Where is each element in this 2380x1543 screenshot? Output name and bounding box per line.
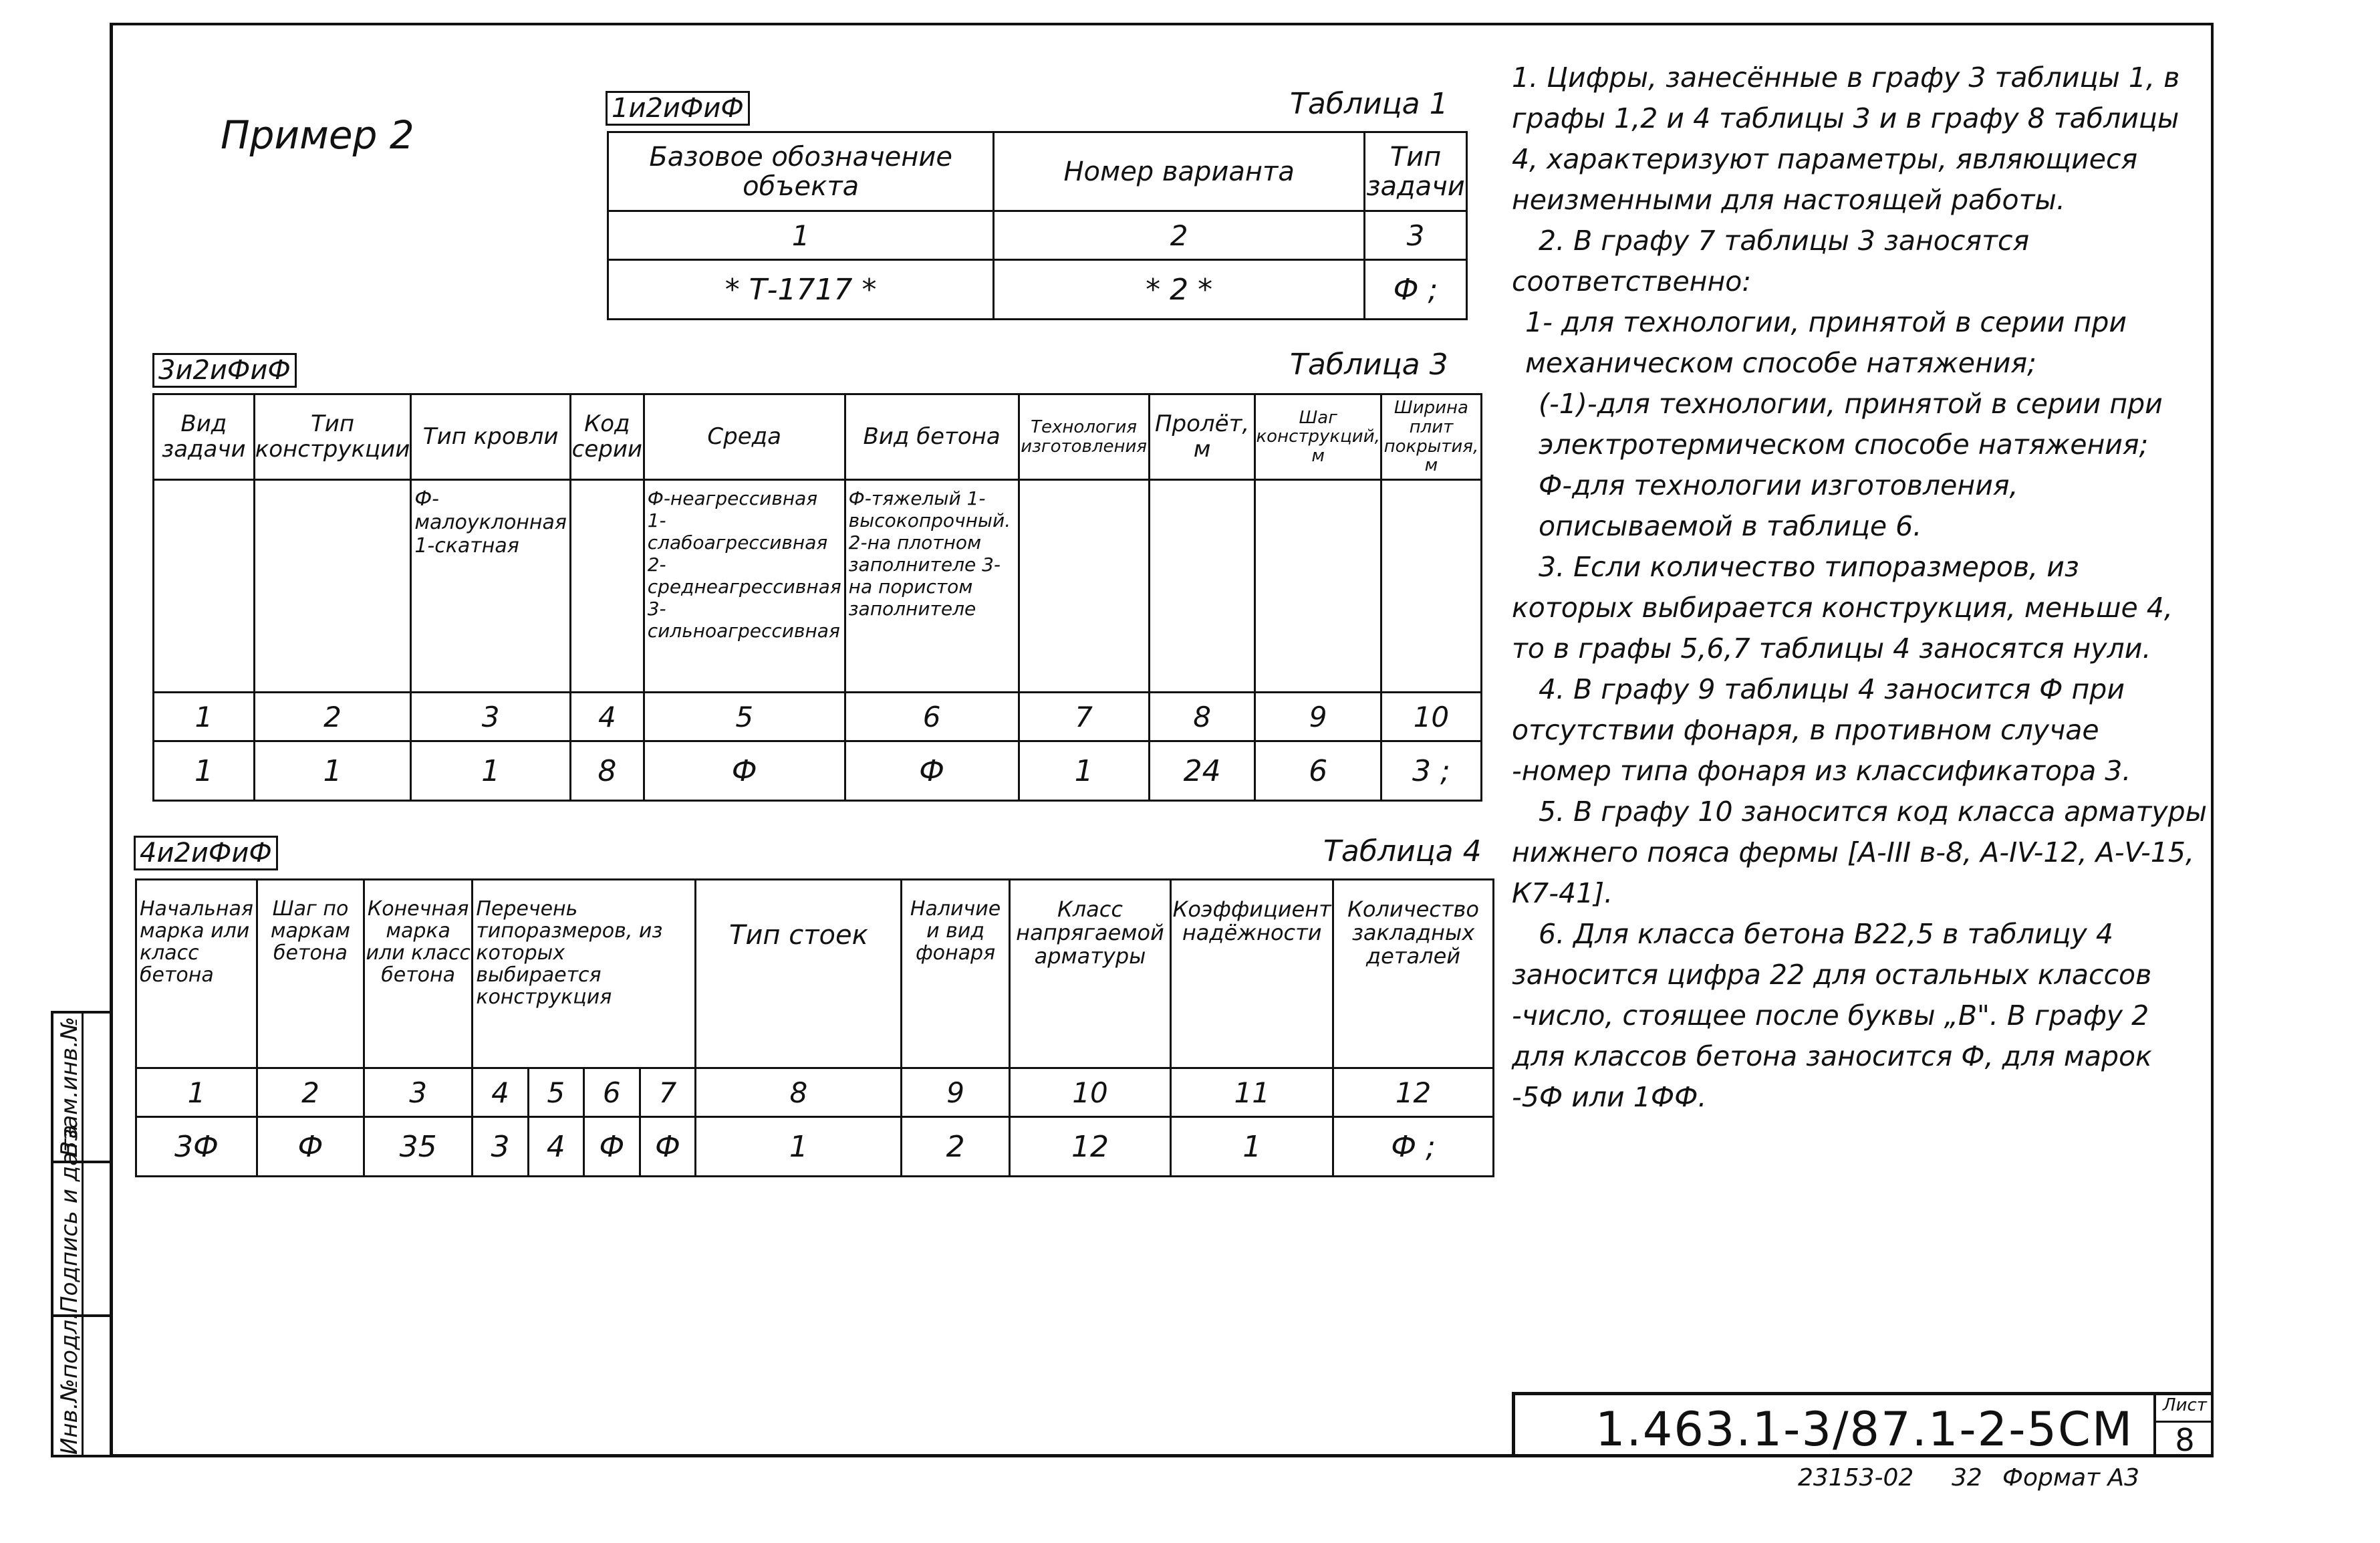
table1-header: Тип задачи [1365, 132, 1467, 211]
table4-header: Начальная марка или класс бетона [136, 880, 257, 1068]
table3-value: 1 [254, 741, 411, 801]
table3-value: Ф [644, 741, 845, 801]
table4-value: Ф ; [1333, 1117, 1494, 1177]
page-title: Пример 2 [221, 112, 414, 158]
table3-header: Технология изготовления [1019, 394, 1149, 480]
table3-num: 6 [845, 693, 1019, 741]
table4-label: Таблица 4 [1323, 834, 1482, 868]
table4-value: 35 [364, 1117, 472, 1177]
table1-label: Таблица 1 [1290, 87, 1448, 121]
table3-desc: Ф-неагрессивная 1-слабоагрессивная 2-среднеагрессивная 3-сильноагрессивная [644, 480, 845, 693]
table3-value: 8 [570, 741, 644, 801]
note-item: Ф-для технологии изготовления, описываемой в таблице 6. [1539, 469, 2018, 542]
table1-header: Номер варианта [994, 132, 1365, 211]
table4-value: 2 [902, 1117, 1009, 1177]
table4-num: 7 [640, 1068, 696, 1117]
table3-num: 1 [154, 693, 255, 741]
table3-value: 1 [154, 741, 255, 801]
table4-num: 2 [257, 1068, 364, 1117]
table4-value: 12 [1009, 1117, 1171, 1177]
table4-value: 3 [473, 1117, 528, 1177]
table3-desc [154, 480, 255, 693]
table1-num: 1 [608, 211, 994, 260]
table3-num: 8 [1149, 693, 1255, 741]
table3-value: 3 ; [1381, 741, 1481, 801]
table3-desc [570, 480, 644, 693]
side-cell-signature [53, 1124, 110, 1314]
table3-desc: Ф-тяжелый 1-высокопрочный. 2-на плотном заполнителе 3-на пористом заполнителе [845, 480, 1019, 693]
side-label-signature: Подпись и дата [56, 1124, 83, 1313]
table3-num: 5 [644, 693, 845, 741]
sheet-box [2153, 1395, 2214, 1457]
table3-label: Таблица 3 [1290, 348, 1448, 382]
table1-value: Ф ; [1365, 260, 1467, 320]
table3-value: 1 [1019, 741, 1149, 801]
side-cell-inventory [53, 1314, 110, 1457]
table4-num: 10 [1009, 1068, 1171, 1117]
title-block [1512, 1392, 2214, 1457]
footer-page: 32 [1952, 1464, 1982, 1492]
table4-num: 5 [528, 1068, 583, 1117]
note-item: 5. В графу 10 заносится код класса арматуры нижнего пояса фермы [А-III в-8, А-IV-12, А-V-15, К7-41]. [1512, 796, 2207, 909]
table3-header: Вид задачи [154, 394, 255, 480]
table4-num: 9 [902, 1068, 1009, 1117]
table3-header: Тип конструкции [254, 394, 411, 480]
table4-code: 4и2иФиФ [134, 836, 278, 870]
table3-desc [1381, 480, 1481, 693]
table4-value: 1 [696, 1117, 902, 1177]
table4-value: Ф [257, 1117, 364, 1177]
table3-value: 24 [1149, 741, 1255, 801]
note-item: 2. В графу 7 таблицы 3 заносятся соответственно: [1512, 225, 2030, 298]
table4-header: Перечень типоразмеров, из которых выбирается конструкция [473, 880, 696, 1068]
table3-header: Пролёт, м [1149, 394, 1255, 480]
table3-code: 3и2иФиФ [152, 353, 297, 388]
table4-header: Класс напрягаемой арматуры [1009, 880, 1171, 1068]
table4-header: Тип стоек [696, 880, 902, 1068]
table4-header: Конечная марка или класс бетона [364, 880, 472, 1068]
table3-header: Шаг конструкций, м [1255, 394, 1381, 480]
table4-header: Шаг по маркам бетона [257, 880, 364, 1068]
table3-num: 9 [1255, 693, 1381, 741]
table1-value: * Т-1717 * [608, 260, 994, 320]
table1-num: 3 [1365, 211, 1467, 260]
table1-value: * 2 * [994, 260, 1365, 320]
table4-num: 6 [583, 1068, 640, 1117]
table4-header: Наличие и вид фонаря [902, 880, 1009, 1068]
table4-value: 4 [528, 1117, 583, 1177]
table3-num: 7 [1019, 693, 1149, 741]
table4-num: 8 [696, 1068, 902, 1117]
table3-header: Ширина плит покрытия, м [1381, 394, 1481, 480]
table4-value: 1 [1171, 1117, 1333, 1177]
notes [1512, 57, 2207, 1118]
note-item: 1- для технологии, принятой в серии при механическом способе натяжения; [1525, 306, 2127, 379]
note-item: (-1)-для технологии, принятой в серии при электротермическом способе натяжения; [1539, 388, 2163, 461]
table4-header: Коэффициент надёжности [1171, 880, 1333, 1068]
note-item: 1. Цифры, занесённые в графу 3 таблицы 1, в графы 1,2 и 4 таблицы 3 и в графу 8 таблицы 4, характеризуют параметры, являющиеся неизменными для настоящей работы. [1512, 62, 2180, 216]
side-label-inventory: Инв.№подл. [56, 1312, 83, 1455]
table3-num: 3 [411, 693, 571, 741]
table4-num: 4 [473, 1068, 528, 1117]
table4-num: 12 [1333, 1068, 1494, 1117]
sheet-number: 8 [2175, 1422, 2195, 1458]
table4-num: 11 [1171, 1068, 1333, 1117]
table1-code: 1и2иФиФ [606, 91, 750, 126]
table4-value: 3Ф [136, 1117, 257, 1177]
footer-format: Формат А3 [2002, 1464, 2140, 1492]
table1-num: 2 [994, 211, 1365, 260]
table3-desc [254, 480, 411, 693]
table3-desc [1149, 480, 1255, 693]
side-label-replace: Взам.инв.№ [56, 1016, 83, 1157]
note-item: 4. В графу 9 таблицы 4 заносится Ф при отсутствии фонаря, в противном случае -номер типа фонаря из классификатора 3. [1512, 673, 2131, 787]
note-item: 6. Для класса бетона В22,5 в таблицу 4 заносится цифра 22 для остальных классов -число, стоящее после буквы „В". В графу 2 для классов бетона заносится Ф, для марок -5Ф или 1ФФ. [1512, 918, 2152, 1113]
table3-num: 10 [1381, 693, 1481, 741]
table3-header: Среда [644, 394, 845, 480]
document-number: 1.463.1-3/87.1-2-5СМ [1595, 1402, 2134, 1457]
table3-desc [1019, 480, 1149, 693]
table3-value: 1 [411, 741, 571, 801]
table3-header: Тип кровли [411, 394, 571, 480]
sheet-label: Лист [2156, 1395, 2214, 1423]
table1 [607, 131, 1468, 320]
table3-header: Код серии [570, 394, 644, 480]
table3-num: 2 [254, 693, 411, 741]
table1-header: Базовое обозначение объекта [608, 132, 994, 211]
table4-value: Ф [583, 1117, 640, 1177]
table3-desc [1255, 480, 1381, 693]
table3 [152, 393, 1482, 802]
table3-desc: Ф-малоуклонная 1-скатная [411, 480, 571, 693]
table4-num: 1 [136, 1068, 257, 1117]
table3-num: 4 [570, 693, 644, 741]
side-strip [51, 1011, 110, 1457]
table4-value: Ф [640, 1117, 696, 1177]
table3-value: Ф [845, 741, 1019, 801]
table4-header: Количество закладных деталей [1333, 880, 1494, 1068]
footer-code: 23153-02 [1798, 1464, 1914, 1492]
table4 [135, 878, 1494, 1177]
table3-value: 6 [1255, 741, 1381, 801]
table3-header: Вид бетона [845, 394, 1019, 480]
table4-num: 3 [364, 1068, 472, 1117]
note-item: 3. Если количество типоразмеров, из которых выбирается конструкция, меньше 4, то в графы 5,6,7 таблицы 4 заносятся нули. [1512, 551, 2173, 665]
